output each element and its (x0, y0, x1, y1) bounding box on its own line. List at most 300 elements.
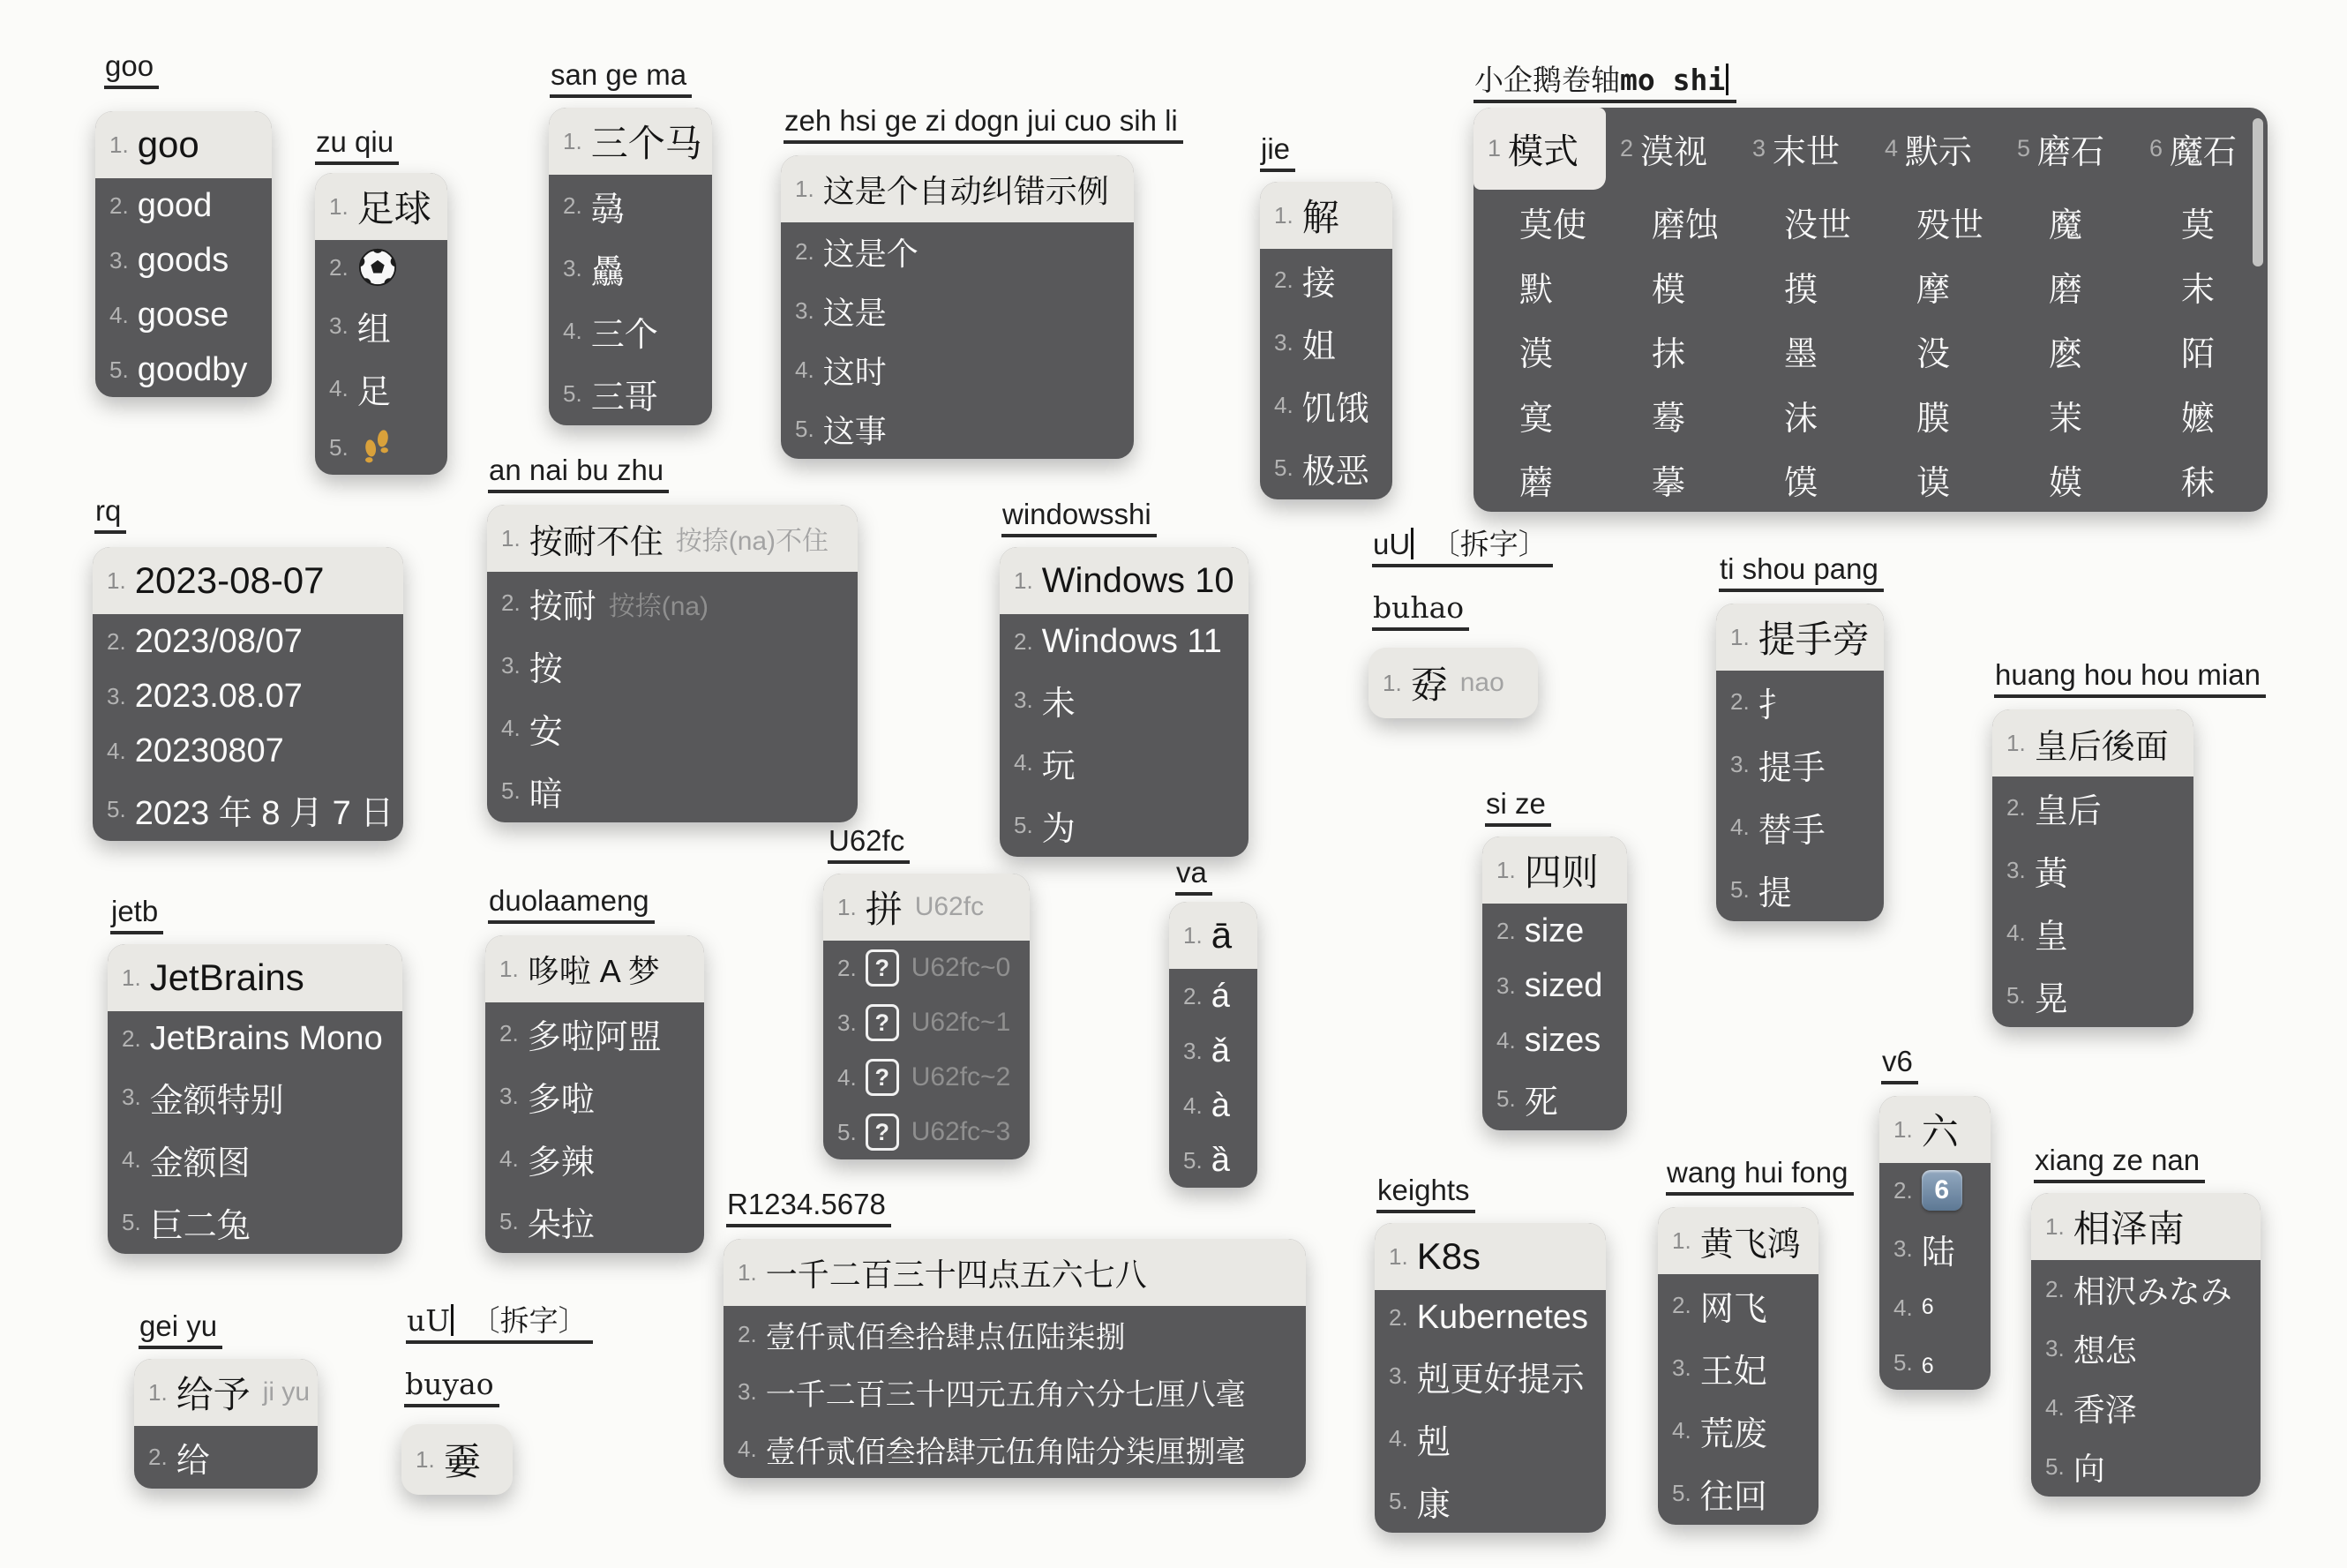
candidate-item[interactable] (1658, 1337, 1818, 1399)
candidate-index: 4. (1014, 749, 1033, 776)
candidate-item[interactable] (1169, 902, 1257, 969)
candidate-index: 3. (122, 1084, 141, 1110)
candidate-text: JetBrains (149, 957, 304, 998)
candidate-text: ā (1211, 914, 1233, 956)
candidate-item[interactable] (1482, 837, 1627, 904)
candidate-panel-v6 (1879, 1096, 1991, 1390)
candidate-item[interactable] (781, 400, 1134, 459)
candidate-item[interactable] (1879, 1163, 1991, 1218)
candidate-item[interactable] (1169, 1078, 1257, 1133)
candidate-item[interactable] (108, 944, 402, 1011)
preedit-text: buyao (405, 1367, 494, 1401)
candidate-item[interactable] (1658, 1207, 1818, 1274)
candidate-index: 2. (1893, 1176, 1913, 1204)
grid-candidate[interactable] (1871, 108, 2003, 190)
grid-candidate[interactable] (2135, 190, 2268, 254)
candidate-index: 1. (2045, 1212, 2065, 1240)
candidate-item[interactable] (1482, 1013, 1627, 1068)
preedit-label-keights (1376, 1174, 1475, 1213)
candidate-index: 2. (2006, 794, 2026, 821)
candidate-text: 嫑 (443, 1441, 481, 1482)
grid-candidate[interactable] (1606, 108, 1738, 190)
preedit-text: keights (1377, 1174, 1470, 1206)
grid-candidate[interactable] (2003, 254, 2135, 319)
candidate-item[interactable] (1658, 1399, 1818, 1462)
candidate-index: 5. (1496, 1085, 1516, 1112)
candidate-item[interactable] (487, 697, 858, 760)
candidate-index: 1. (1672, 1227, 1691, 1254)
candidate-item[interactable] (95, 111, 272, 178)
candidate-item[interactable] (134, 1359, 318, 1426)
candidate-item[interactable] (1879, 1335, 1991, 1390)
candidate-item[interactable] (1879, 1218, 1991, 1280)
grid-row (1473, 319, 2268, 383)
candidate-text: 拼 (865, 889, 903, 930)
candidate-item[interactable] (93, 547, 403, 614)
candidate-item[interactable] (781, 222, 1134, 281)
candidate-index: 3 (1752, 135, 1766, 161)
grid-candidate[interactable] (1738, 190, 1871, 254)
grid-candidate[interactable] (2135, 319, 2268, 383)
candidate-item[interactable] (549, 108, 712, 175)
grid-header-row (1473, 108, 2268, 190)
candidate-text: 殁世 (1916, 207, 1984, 244)
grid-candidate[interactable] (1871, 383, 2003, 447)
candidate-text: 想怎 (2073, 1332, 2137, 1369)
grid-candidate[interactable] (1606, 254, 1738, 319)
grid-candidate[interactable] (2003, 447, 2135, 512)
candidate-item[interactable] (95, 342, 272, 397)
candidate-index: 1. (1730, 623, 1750, 650)
candidate-text: 多辣 (527, 1144, 595, 1182)
candidate-item[interactable] (1375, 1345, 1606, 1407)
grid-candidate[interactable] (2135, 383, 2268, 447)
preedit-label-uu-chaizi-buyao (404, 1368, 499, 1407)
preedit-label-mo-shi-grid (1473, 64, 1736, 103)
candidate-panel-wang-hui-fong (1658, 1207, 1818, 1525)
preedit-label-gei-yu (139, 1309, 222, 1349)
candidate-item[interactable] (315, 420, 447, 475)
candidate-panel-goo (95, 111, 272, 397)
scrollbar-thumb[interactable] (2253, 118, 2263, 266)
candidate-index: 3. (501, 652, 521, 679)
candidate-item[interactable] (1716, 859, 1884, 921)
candidate-item[interactable] (1260, 311, 1392, 374)
grid-candidate[interactable] (2135, 108, 2268, 190)
candidate-text: 蘑 (1519, 465, 1554, 502)
candidate-index: 3. (109, 246, 129, 274)
candidate-index: 1. (1496, 856, 1516, 883)
candidate-text: 剋 (1416, 1424, 1451, 1461)
preedit-text: si ze (1486, 787, 1546, 820)
grid-candidate[interactable] (2003, 383, 2135, 447)
candidate-item[interactable] (781, 341, 1134, 400)
preedit-text: mo shi (1620, 63, 1726, 97)
candidate-index: 2. (109, 191, 129, 219)
boxed-question-icon: ? (866, 949, 899, 987)
candidate-text: 足球 (356, 188, 431, 229)
candidate-text: 姐 (1301, 328, 1336, 365)
candidate-item[interactable] (1260, 182, 1392, 249)
grid-candidate[interactable] (1606, 190, 1738, 254)
candidate-text: 极恶 (1301, 454, 1369, 491)
candidate-item[interactable] (485, 1002, 704, 1065)
candidate-item[interactable] (781, 281, 1134, 341)
candidate-item[interactable] (1879, 1096, 1991, 1163)
candidate-item[interactable] (1658, 1274, 1818, 1337)
candidate-panel-jetb (108, 944, 402, 1254)
candidate-item[interactable] (95, 288, 272, 342)
candidate-item[interactable] (1716, 796, 1884, 859)
grid-candidate[interactable] (1871, 190, 2003, 254)
candidate-index: 3. (1274, 329, 1293, 356)
candidate-index: 1. (501, 524, 521, 551)
candidate-index: 5. (1183, 1146, 1203, 1174)
candidate-item[interactable] (93, 669, 403, 724)
candidate-index: 5. (1672, 1480, 1691, 1506)
preedit-label-goo (104, 49, 159, 89)
candidate-item[interactable] (2031, 1378, 2261, 1437)
candidate-index: 4. (2006, 919, 2026, 946)
candidate-item[interactable] (1169, 1133, 1257, 1188)
candidate-text: Windows 11 (1041, 622, 1222, 660)
candidate-item[interactable] (1716, 604, 1884, 671)
candidate-text: 谟 (1916, 465, 1951, 502)
candidate-item[interactable] (549, 300, 712, 363)
grid-candidate[interactable] (1473, 319, 1606, 383)
candidate-index: 5. (795, 416, 814, 442)
candidate-text: 组 (356, 311, 391, 349)
candidate-item[interactable] (95, 178, 272, 233)
candidate-item[interactable] (1000, 669, 1248, 731)
candidate-item[interactable] (485, 935, 704, 1002)
candidate-index: 5. (107, 796, 126, 822)
candidate-index: 5. (499, 1208, 519, 1234)
grid-candidate[interactable] (1473, 447, 1606, 512)
grid-candidate[interactable] (1738, 383, 1871, 447)
candidate-item[interactable] (134, 1426, 318, 1489)
candidate-text: 往回 (1699, 1479, 1767, 1516)
preedit-text: jetb (111, 895, 159, 927)
candidate-panel-va (1169, 902, 1257, 1188)
preedit-label-jie (1260, 132, 1295, 172)
candidate-item[interactable] (823, 874, 1030, 941)
preedit-label-jetb (110, 895, 163, 934)
candidate-index: 4. (1672, 1417, 1691, 1444)
candidate-item[interactable] (108, 1011, 402, 1066)
candidate-item[interactable] (95, 233, 272, 288)
candidate-text: 皇后後面 (2034, 728, 2169, 766)
grid-candidate[interactable] (1738, 108, 1871, 190)
candidate-item[interactable] (1000, 794, 1248, 857)
candidate-index: 1. (499, 955, 519, 982)
candidate-item[interactable] (1879, 1280, 1991, 1335)
candidate-index: 4. (1389, 1425, 1408, 1452)
candidate-index: 3. (329, 312, 349, 339)
grid-candidate[interactable] (1473, 190, 1606, 254)
candidate-panel-windowsshi (1000, 547, 1248, 857)
candidate-item[interactable] (485, 1128, 704, 1190)
candidate-item[interactable] (315, 295, 447, 357)
candidate-item[interactable] (401, 1424, 513, 1495)
candidate-item[interactable] (487, 505, 858, 572)
grid-candidate[interactable] (2003, 319, 2135, 383)
candidate-text: 默示 (1905, 134, 1973, 171)
candidate-item[interactable] (823, 995, 1030, 1050)
candidate-item[interactable] (1375, 1470, 1606, 1533)
candidate-panel-u62fc (823, 874, 1030, 1159)
candidate-item[interactable] (1000, 614, 1248, 669)
candidate-text: 饥饿 (1301, 391, 1369, 428)
candidate-text: 足 (356, 374, 391, 411)
candidate-index: 1. (1274, 201, 1293, 229)
candidate-index: 5. (1014, 812, 1033, 838)
candidate-item[interactable] (2031, 1193, 2261, 1260)
candidate-panel-uu-chaizi-buhao (1368, 648, 1538, 718)
candidate-text: 蓦 (1652, 401, 1686, 438)
preedit-text: 〔拆字〕 (456, 1303, 588, 1338)
candidate-index: 1. (1389, 1242, 1408, 1270)
candidate-index: 5. (2045, 1453, 2065, 1480)
candidate-item[interactable] (1260, 374, 1392, 437)
grid-candidate[interactable] (1871, 254, 2003, 319)
candidate-text: 按耐 (529, 589, 596, 626)
candidate-text: 扌 (1758, 687, 1792, 724)
candidate-text: 多啦 (527, 1082, 595, 1119)
footprints-icon (357, 428, 396, 467)
boxed-question-icon: ? (866, 1114, 899, 1151)
candidate-item[interactable] (1992, 776, 2193, 839)
candidate-item[interactable] (1000, 547, 1248, 614)
grid-candidate[interactable] (2135, 254, 2268, 319)
candidate-text: sized (1524, 966, 1603, 1004)
candidate-text: 2023/08/07 (134, 622, 303, 660)
grid-candidate[interactable] (1871, 319, 2003, 383)
candidate-item[interactable] (1992, 839, 2193, 902)
preedit-label-wang-hui-fong (1666, 1156, 1854, 1196)
candidate-item[interactable] (487, 634, 858, 697)
candidate-item[interactable] (823, 1105, 1030, 1159)
candidate-item[interactable] (108, 1066, 402, 1129)
preedit-text: huang hou hou mian (1995, 658, 2261, 691)
candidate-text: 提手旁 (1758, 619, 1870, 660)
candidate-item[interactable] (1992, 964, 2193, 1027)
candidate-item[interactable] (1716, 733, 1884, 796)
candidate-index: 2. (1389, 1303, 1408, 1331)
candidate-item[interactable] (1992, 709, 2193, 776)
grid-candidate[interactable] (2135, 447, 2268, 512)
candidate-item[interactable] (315, 173, 447, 240)
candidate-panel-jie (1260, 182, 1392, 499)
candidate-item[interactable] (823, 1050, 1030, 1105)
preedit-text: goo (105, 49, 154, 82)
candidate-item[interactable] (1368, 648, 1538, 718)
candidate-text: 2023.08.07 (134, 677, 303, 715)
candidate-panel-an-nai-bu-zhu (487, 505, 858, 822)
candidate-item[interactable] (485, 1065, 704, 1128)
candidate-index: 3. (795, 297, 814, 324)
candidate-text: 未 (1041, 686, 1076, 723)
candidate-index: 6 (2149, 135, 2163, 161)
candidate-index: 4. (1183, 1092, 1203, 1119)
candidate-item[interactable] (1169, 1024, 1257, 1078)
candidate-index: 3. (1893, 1235, 1913, 1262)
candidate-index: 4. (2045, 1394, 2065, 1421)
candidate-text: Kubernetes (1416, 1298, 1589, 1336)
preedit-text: R1234.5678 (727, 1188, 886, 1220)
candidate-item[interactable] (1260, 249, 1392, 311)
grid-candidate[interactable] (1606, 447, 1738, 512)
candidate-item[interactable] (315, 357, 447, 420)
candidate-text: 磨石 (2037, 134, 2105, 171)
candidate-text: 没世 (1784, 207, 1852, 244)
candidate-text: 没 (1916, 336, 1951, 373)
candidate-index: 5. (501, 777, 521, 804)
candidate-index: 2. (2045, 1276, 2065, 1302)
grid-candidate[interactable] (1606, 319, 1738, 383)
candidate-item[interactable] (2031, 1437, 2261, 1497)
candidate-item[interactable] (1375, 1290, 1606, 1345)
candidate-panel-r1234-5678 (724, 1239, 1306, 1478)
candidate-item[interactable] (1716, 671, 1884, 733)
candidate-item[interactable] (1482, 958, 1627, 1013)
grid-candidate[interactable] (1473, 108, 1606, 190)
grid-candidate[interactable] (1738, 254, 1871, 319)
preedit-text: uU (1373, 528, 1411, 560)
candidate-index: 2. (1672, 1292, 1691, 1318)
candidate-index: 2. (1014, 627, 1033, 655)
candidate-item[interactable] (1375, 1407, 1606, 1470)
candidate-item[interactable] (93, 778, 403, 841)
preedit-text: 小企鹅卷轴 (1474, 64, 1620, 96)
candidate-item[interactable] (724, 1421, 1306, 1478)
candidate-text: 解 (1301, 197, 1339, 238)
candidate-text: 秣 (2181, 465, 2216, 502)
candidate-text: 魔石 (2170, 134, 2238, 171)
candidate-item[interactable] (93, 724, 403, 778)
candidate-item[interactable] (487, 572, 858, 634)
candidate-item[interactable] (1260, 437, 1392, 499)
candidate-panel-keights (1375, 1223, 1606, 1533)
candidate-item[interactable] (549, 175, 712, 237)
candidate-index: 2. (122, 1024, 141, 1052)
candidate-item[interactable] (724, 1363, 1306, 1421)
candidate-text: 末世 (1773, 134, 1841, 171)
candidate-item[interactable] (549, 363, 712, 425)
candidate-index: 4. (501, 715, 521, 741)
candidate-index: 5. (1893, 1348, 1913, 1376)
candidate-text: 金额图 (149, 1145, 251, 1182)
candidate-text: 莫 (2181, 207, 2216, 244)
candidate-text: 三哥 (590, 379, 658, 416)
candidate-item[interactable] (1658, 1462, 1818, 1525)
preedit-label-zu-qiu (315, 125, 399, 165)
candidate-text: 提 (1758, 875, 1792, 912)
candidate-index: 3. (2006, 857, 2026, 883)
candidate-text: 晃 (2034, 981, 2068, 1018)
candidate-item[interactable] (549, 237, 712, 300)
grid-candidate[interactable] (1871, 447, 2003, 512)
candidate-item[interactable] (108, 1191, 402, 1254)
candidate-item[interactable] (781, 155, 1134, 222)
candidate-item[interactable] (485, 1190, 704, 1253)
candidate-index: 5. (329, 433, 349, 461)
grid-candidate[interactable] (1473, 383, 1606, 447)
grid-candidate[interactable] (1473, 254, 1606, 319)
grid-candidate[interactable] (1738, 447, 1871, 512)
candidate-item[interactable] (724, 1239, 1306, 1306)
candidate-text: 这时 (822, 354, 887, 390)
candidate-index: 1. (1014, 566, 1033, 594)
candidate-text: sizes (1524, 1021, 1601, 1059)
candidate-panel-san-ge-ma (549, 108, 712, 425)
candidate-item[interactable] (315, 240, 447, 295)
candidate-text: Windows 10 (1041, 560, 1234, 600)
candidate-text: 默 (1519, 272, 1554, 309)
candidate-index: 5. (109, 356, 129, 383)
candidate-text: 荒废 (1699, 1416, 1767, 1453)
candidate-text: 6 (1921, 1294, 1934, 1319)
grid-row (1473, 190, 2268, 254)
candidate-text: 哆啦 A 梦 (527, 952, 660, 989)
candidate-item[interactable] (1482, 1068, 1627, 1130)
preedit-label-u62fc (828, 824, 910, 864)
candidate-item[interactable] (823, 941, 1030, 995)
candidate-index: 1. (2006, 729, 2026, 756)
candidate-item[interactable] (487, 760, 858, 822)
candidate-item[interactable] (724, 1306, 1306, 1363)
grid-candidate[interactable] (2003, 190, 2135, 254)
preedit-label-duolaameng (488, 884, 655, 924)
candidate-item[interactable] (2031, 1319, 2261, 1378)
candidate-item[interactable] (1482, 904, 1627, 958)
candidate-item[interactable] (108, 1129, 402, 1191)
candidate-item[interactable] (1169, 969, 1257, 1024)
grid-row (1473, 447, 2268, 512)
candidate-panel-huang-hou-hou-mian (1992, 709, 2193, 1027)
candidate-text: 王妃 (1699, 1354, 1767, 1391)
candidate-index: 3. (107, 682, 126, 709)
preedit-label-zeh-hsi (784, 104, 1183, 144)
grid-candidate[interactable] (1606, 383, 1738, 447)
preedit-text: jie (1261, 132, 1291, 165)
candidate-index: 4. (738, 1436, 757, 1462)
candidate-item[interactable] (1375, 1223, 1606, 1290)
candidate-item[interactable] (1992, 902, 2193, 964)
candidate-item[interactable] (93, 614, 403, 669)
preedit-text: zeh hsi ge zi dogn jui cuo sih li (784, 104, 1178, 137)
candidate-text: 壹仟贰佰叁拾肆元伍角陆分柒厘捌毫 (765, 1436, 1246, 1469)
candidate-annotation: 按捺(na)不住 (675, 527, 829, 556)
candidate-text: 模 (1652, 272, 1686, 309)
candidate-text: 按耐不住 (529, 523, 664, 561)
candidate-index: 1. (1383, 669, 1402, 696)
preedit-label-windowsshi (1001, 498, 1157, 537)
grid-candidate[interactable] (1738, 319, 1871, 383)
candidate-index: 2. (837, 954, 857, 981)
candidate-index: 3. (1389, 1362, 1408, 1389)
grid-candidate[interactable] (2003, 108, 2135, 190)
candidate-item[interactable] (1000, 731, 1248, 794)
preedit-label-xiang-ze-nan (2034, 1144, 2205, 1183)
candidate-text: 皇后 (2034, 793, 2102, 830)
preedit-label-v6 (1881, 1045, 1918, 1084)
candidate-item[interactable] (2031, 1260, 2261, 1319)
candidate-panel-ti-shou-pang (1716, 604, 1884, 921)
candidate-text: 替手 (1758, 813, 1826, 850)
candidate-text: 摹 (1652, 465, 1686, 502)
candidate-text: 骉 (590, 191, 625, 229)
